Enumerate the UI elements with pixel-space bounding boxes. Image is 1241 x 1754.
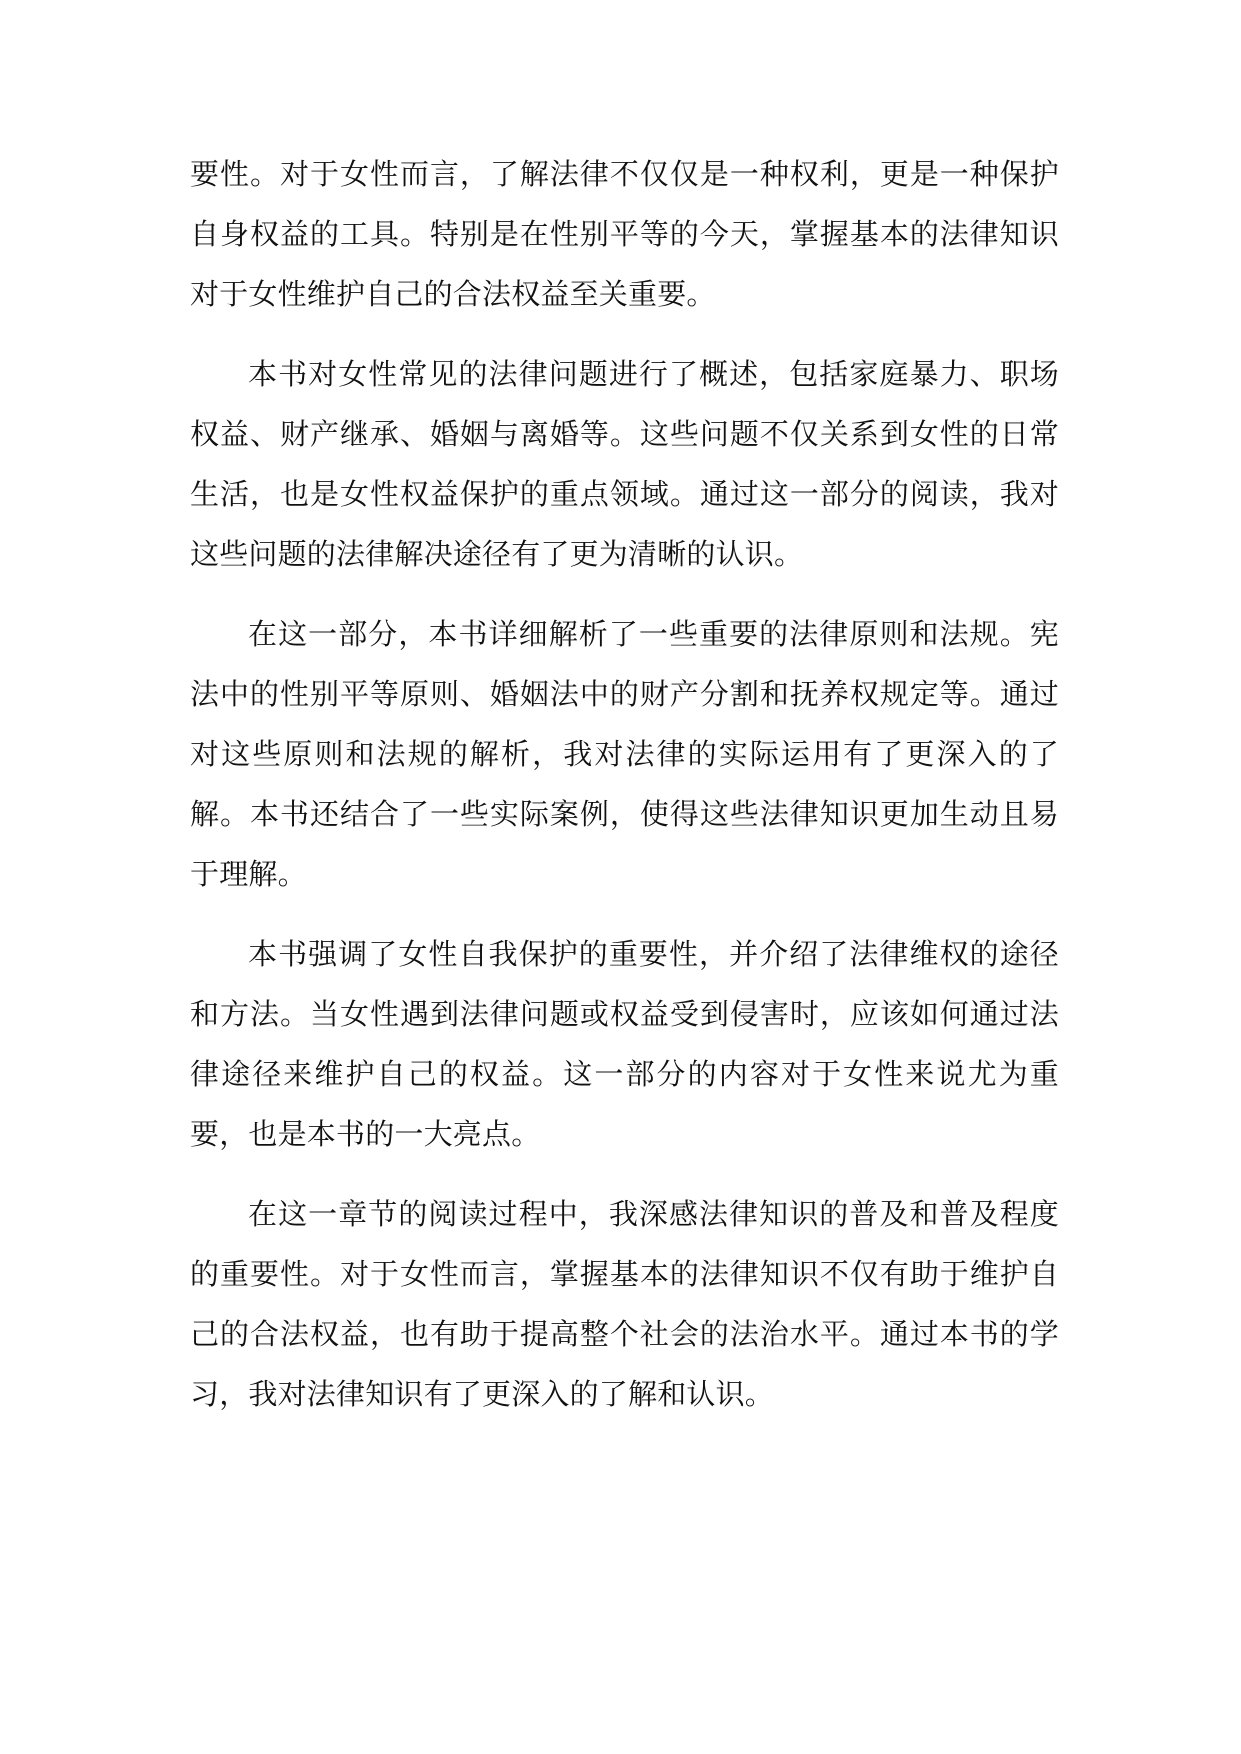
paragraph-3: 在这一部分，本书详细解析了一些重要的法律原则和法规。宪法中的性别平等原则、婚姻法中的财产分割和抚养权规定等。通过对这些原则和法规的解析，我对法律的实际运用有了更深入的了解。本书还结合了一些实际案例，使得这些法律知识更加生动且易于理解。 [190, 617, 1059, 891]
paragraph-1: 要性。对于女性而言，了解法律不仅仅是一种权利，更是一种保护自身权益的工具。特别是在性别平等的今天，掌握基本的法律知识对于女性维护自己的合法权益至关重要。 [190, 157, 1059, 311]
document-body [190, 144, 1059, 1444]
paragraph-2: 本书对女性常见的法律问题进行了概述，包括家庭暴力、职场权益、财产继承、婚姻与离婚等。这些问题不仅关系到女性的日常生活，也是女性权益保护的重点领域。通过这一部分的阅读，我对这些问题的法律解决途径有了更为清晰的认识。 [190, 357, 1059, 571]
paragraph-4: 本书强调了女性自我保护的重要性，并介绍了法律维权的途径和方法。当女性遇到法律问题或权益受到侵害时，应该如何通过法律途径来维护自己的权益。这一部分的内容对于女性来说尤为重要，也是本书的一大亮点。 [190, 937, 1059, 1151]
paragraph-5: 在这一章节的阅读过程中，我深感法律知识的普及和普及程度的重要性。对于女性而言，掌握基本的法律知识不仅有助于维护自己的合法权益，也有助于提高整个社会的法治水平。通过本书的学习，我对法律知识有了更深入的了解和认识。 [190, 1197, 1059, 1411]
